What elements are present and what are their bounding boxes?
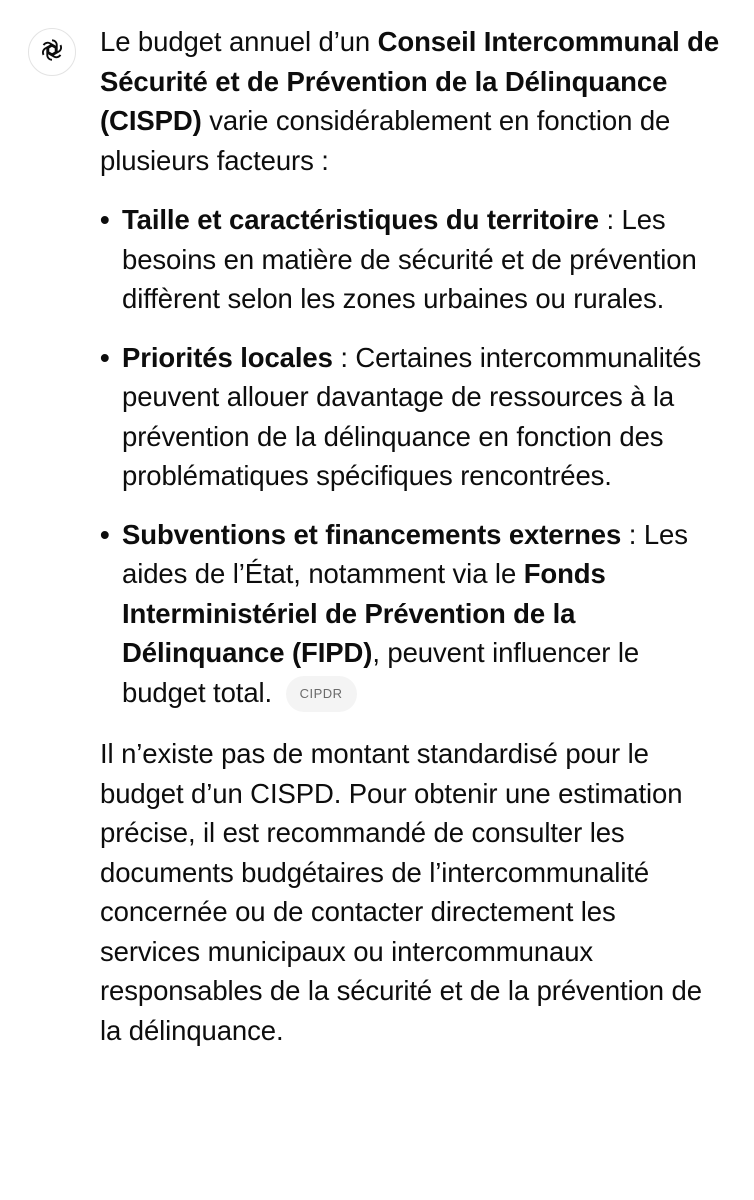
list-item-text: : Les besoins en matière de sécurité et de prévention diffèrent selon les zones urbaines ou rurales. xyxy=(122,204,697,314)
list-item xyxy=(100,200,720,319)
message-content xyxy=(100,22,720,1050)
citation-pill[interactable]: CIPDR xyxy=(286,676,357,712)
intro-text-end: varie considérablement en fonction de plusieurs facteurs : xyxy=(100,105,671,176)
list-item-title: Subventions et financements externes xyxy=(122,518,622,550)
bullet-icon: • xyxy=(100,341,110,373)
intro-paragraph xyxy=(100,22,720,180)
openai-logo-icon xyxy=(37,35,67,70)
factor-list xyxy=(100,200,720,712)
list-item xyxy=(100,515,720,713)
bullet-icon: • xyxy=(100,518,110,550)
list-item-bold-text: Fonds Interministériel de Prévention de la Délinquance (FIPD) xyxy=(122,558,606,668)
intro-bold: Conseil Intercommunal de Sécurité et de Prévention de la Délinquance (CISPD) xyxy=(100,26,720,136)
closing-paragraph: Il n’existe pas de montant standardisé pour le budget d’un CISPD. Pour obtenir une estimation précise, il est recommandé de consulter les documents budgétaires de l’intercommunalité concernée ou de contacter directement les services municipaux ou intercommunaux responsables de la sécurité et de la prévention de la délinquance. xyxy=(100,738,702,1046)
list-item-text-end: , peuvent influencer le budget total. xyxy=(122,637,640,708)
list-item-title: Taille et caractéristiques du territoire xyxy=(122,204,599,235)
intro-text: Le budget annuel d’un xyxy=(100,26,378,57)
assistant-avatar xyxy=(28,28,76,76)
list-item-text: : Les aides de l’État, notamment via le xyxy=(122,518,688,589)
list-item xyxy=(100,338,720,496)
bullet-icon: • xyxy=(100,204,110,235)
list-item-title: Priorités locales xyxy=(122,341,333,373)
list-item-text: : Certaines intercommunalités peuvent allouer davantage de ressources à la prévention de la délinquance en fonction des problématiques spécifiques rencontrées. xyxy=(122,341,702,491)
